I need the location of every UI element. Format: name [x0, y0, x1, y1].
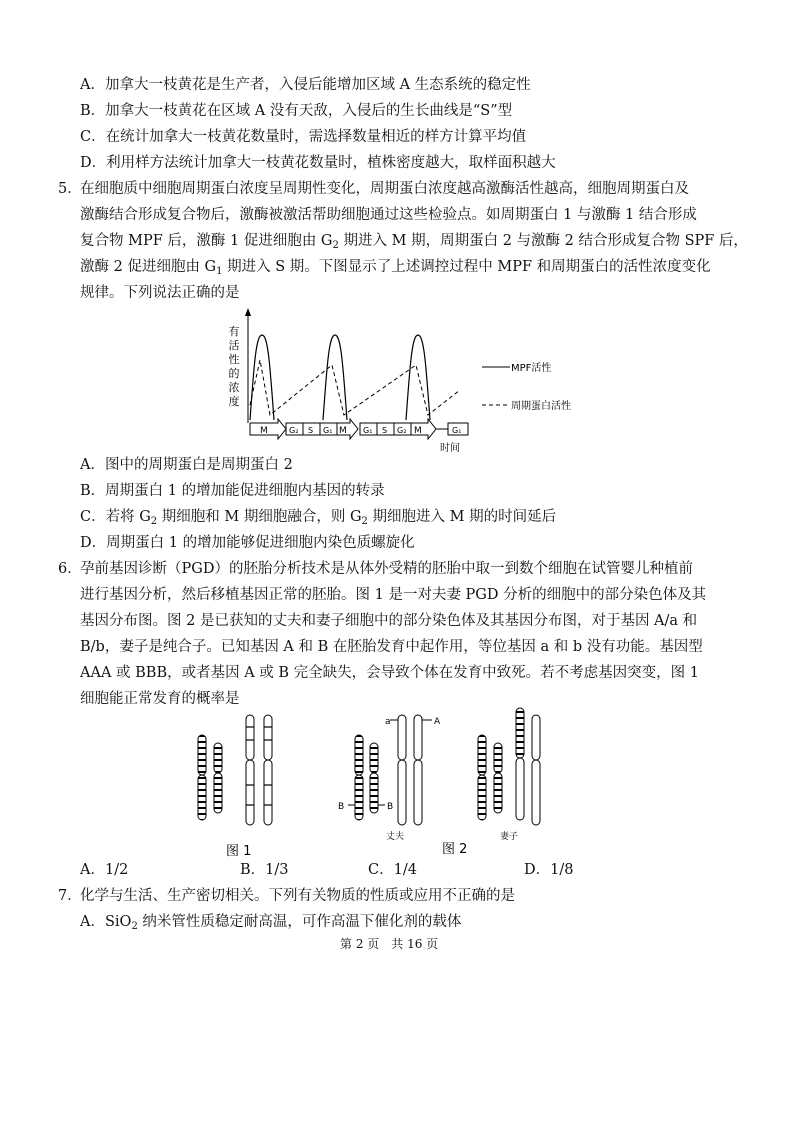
q7-stem: 化学与生活、生产密切相关。下列有关物质的性质或应用不正确的是	[80, 888, 515, 904]
husband-chromosome	[414, 760, 422, 825]
wife-chromosome	[478, 735, 486, 775]
legend-mpf-label: MPF活性	[511, 363, 552, 374]
ylabel-char: 有	[228, 325, 240, 338]
ylabel-char: 性	[228, 353, 240, 366]
chromosome-figure	[190, 705, 570, 860]
x-axis-label: 时间	[440, 443, 460, 454]
phase-label: S	[382, 426, 388, 435]
q6-option-d: D．1/8	[524, 862, 574, 878]
cell-cycle-figure	[220, 305, 590, 455]
phase-bar	[250, 419, 468, 439]
gene-label-B: B	[338, 802, 345, 812]
mpf-peak-1	[250, 335, 274, 420]
chromosome	[246, 760, 254, 825]
ylabel-char: 活	[228, 339, 240, 352]
husband-chromosome	[355, 775, 363, 820]
q5-option-d: D．周期蛋白 1 的增加能够促进细胞内染色质螺旋化	[80, 535, 415, 551]
q5-number: 5．	[58, 181, 82, 197]
y-axis-arrow	[245, 308, 251, 316]
q4-option-d: D．利用样方法统计加拿大一枝黄花数量时，植株密度越大，取样面积越大	[80, 155, 556, 171]
chromosome	[198, 735, 206, 775]
q6-option-a: A．1/2	[80, 862, 129, 878]
q6-stem-line5: AAA 或 BBB，或者基因 A 或 B 完全缺失，会导致个体在发育中致死。若不考虑基因突变，图 1	[80, 665, 699, 681]
wife-label: 妻子	[500, 832, 519, 842]
ylabel-char: 的	[228, 367, 240, 380]
mpf-peak-2	[323, 335, 347, 420]
q5-option-b: B．周期蛋白 1 的增加能促进细胞内基因的转录	[80, 483, 385, 499]
husband-chromosome	[414, 715, 422, 760]
chromosome	[246, 715, 254, 760]
wife-chromosome	[516, 758, 524, 820]
q5-stem-line2: 激酶结合形成复合物后，激酶被激活帮助细胞通过这些检验点。如周期蛋白 1 与激酶 1 结合形成	[80, 207, 697, 223]
husband-chromosome	[398, 760, 406, 825]
q7-option-a: A．SiO$_2$ 纳米管性质稳定耐高温，可作高温下催化剂的载体	[80, 914, 462, 932]
chromosome	[264, 760, 272, 825]
page-footer: 第 2 页 共 16 页	[340, 937, 439, 951]
q5-stem-line5: 规律。下列说法正确的是	[80, 285, 240, 301]
q6-stem-line4: B/b，妻子是纯合子。已知基因 A 和 B 在胚胎发育中起作用，等位基因 a 和 b 没有功能。基因型	[80, 639, 703, 655]
q5-option-a: A．图中的周期蛋白是周期蛋白 2	[80, 457, 293, 473]
husband-chromosome	[355, 735, 363, 775]
wife-chromosome	[532, 760, 540, 825]
phase-label: G₁	[363, 426, 373, 435]
wife-chromosome	[494, 743, 502, 773]
husband-chromosome	[370, 743, 378, 773]
phase-label: G₁	[323, 426, 333, 435]
husband-chromosome	[370, 773, 378, 813]
chromosome	[264, 715, 272, 760]
phase-label: S	[308, 426, 314, 435]
q6-option-b: B．1/3	[240, 862, 289, 878]
wife-chromosome	[532, 715, 540, 760]
phase-label: G₂	[289, 426, 299, 435]
phase-label: G₂	[397, 426, 407, 435]
chromosome	[214, 773, 222, 813]
q5-option-c: C．若将 $G_2$ 期细胞和 M 期细胞融合，则 $G_2$ 期细胞进入 M 期的时间延后	[80, 509, 557, 527]
ylabel-char: 浓	[228, 381, 240, 394]
q7-number: 7．	[58, 888, 82, 904]
q6-stem-line1: 孕前基因诊断（PGD）的胚胎分析技术是从体外受精的胚胎中取一到数个细胞在试管婴儿种植前	[80, 561, 693, 577]
q4-option-c: C．在统计加拿大一枝黄花数量时，需选择数量相近的样方计算平均值	[80, 129, 527, 145]
gene-label-A: A	[434, 717, 441, 727]
phase-label: M	[339, 426, 347, 436]
q6-stem-line2: 进行基因分析，然后移植基因正常的胚胎。图 1 是一对夫妻 PGD 分析的细胞中的部分染色体及其	[80, 587, 707, 603]
fig2-label: 图 2	[442, 842, 468, 857]
gene-label-B: B	[387, 802, 394, 812]
q4-option-a: A．加拿大一枝黄花是生产者，入侵后能增加区域 A 生态系统的稳定性	[80, 77, 531, 93]
q5-stem-line3: 复合物 MPF 后，激酶 1 促进细胞由 $G_2$ 期进入 M 期，周期蛋白 2 与激酶 2 结合形成复合物 SPF 后，	[80, 233, 748, 251]
q5-stem-line1: 在细胞质中细胞周期蛋白浓度呈周期性变化，周期蛋白浓度越高激酶活性越高，细胞周期蛋白及	[80, 181, 689, 197]
phase-label: M	[260, 426, 268, 436]
q6-option-c: C．1/4	[368, 862, 417, 878]
q6-stem-line6: 细胞能正常发育的概率是	[80, 691, 240, 707]
wife-chromosome	[516, 708, 524, 758]
gene-label-a: a	[385, 717, 391, 727]
fig1-label: 图 1	[226, 844, 252, 859]
phase-label: G₁	[452, 426, 462, 435]
q4-option-b: B．加拿大一枝黄花在区域 A 没有天敌，入侵后的生长曲线是“S”型	[80, 103, 513, 119]
q6-stem-line3: 基因分布图。图 2 是已获知的丈夫和妻子细胞中的部分染色体及其基因分布图，对于基因 A/a 和	[80, 613, 698, 629]
husband-label: 丈夫	[386, 832, 405, 842]
legend-cyclin-label: 周期蛋白活性	[511, 401, 571, 412]
husband-chromosome	[398, 715, 406, 760]
q6-number: 6．	[58, 561, 82, 577]
phase-label: M	[414, 426, 422, 436]
wife-chromosome	[494, 773, 502, 813]
chromosome	[198, 775, 206, 820]
q5-stem-line4: 激酶 2 促进细胞由 $G_1$ 期进入 S 期。下图显示了上述调控过程中 MPF 和周期蛋白的活性浓度变化	[80, 259, 711, 277]
chromosome	[214, 743, 222, 773]
wife-chromosome	[478, 775, 486, 820]
ylabel-char: 度	[228, 395, 240, 408]
